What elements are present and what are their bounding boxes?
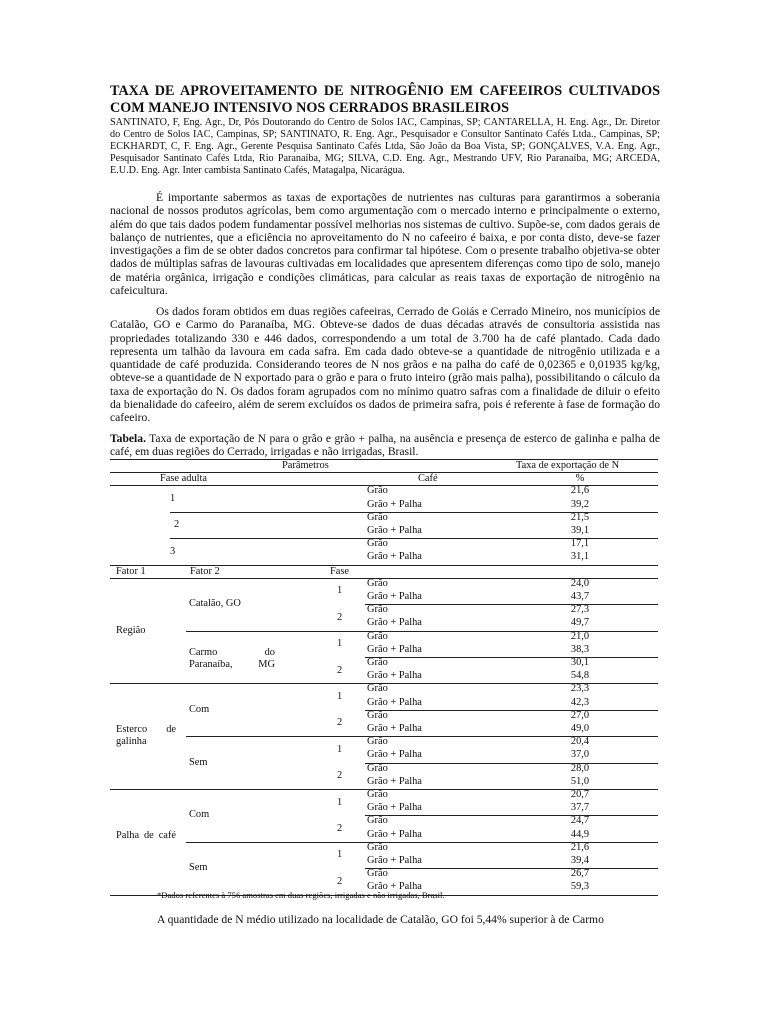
fase-number: 1 xyxy=(337,691,343,702)
fator-2-label: Sem xyxy=(189,862,208,874)
cafe-item: Grão xyxy=(367,868,388,880)
cafe-item: Grão + Palha xyxy=(367,617,422,629)
taxa-value: 30,1 xyxy=(570,657,590,668)
paragraph-methods xyxy=(110,305,660,425)
fase-number: 2 xyxy=(337,717,343,729)
cafe-item: Grão + Palha xyxy=(367,643,422,655)
taxa-value: 27,0 xyxy=(570,709,590,721)
taxa-value: 49,0 xyxy=(570,723,590,734)
fase-number: 2 xyxy=(337,823,343,834)
cafe-item: Grão + Palha xyxy=(367,525,422,536)
taxa-value: 24,0 xyxy=(570,577,590,589)
cafe-item: Grão + Palha xyxy=(367,696,422,708)
cafe-item: Grão + Palha xyxy=(367,498,422,510)
taxa-value: 39,4 xyxy=(570,855,590,866)
fase-number: 2 xyxy=(337,875,343,887)
fase-number: 2 xyxy=(337,611,343,623)
taxa-value: 27,3 xyxy=(570,604,590,616)
cafe-item: Grão + Palha xyxy=(367,749,422,761)
cafe-item: Grão + Palha xyxy=(367,775,422,787)
paper-title: TAXA DE APROVEITAMENTO DE NITROGÊNIO EM CAFEEIROS CULTIVADOS COM MANEJO INTENSIVO NOS CERRADOS BRASILEIROS xyxy=(110,83,660,116)
cafe-item: Grão xyxy=(367,815,388,827)
table-caption-label: Tabela. xyxy=(110,432,146,445)
header-fator-2: Fator 2 xyxy=(190,565,220,577)
taxa-value: 37,7 xyxy=(570,802,590,814)
fator-2-label: Catalão, GO xyxy=(189,598,241,610)
taxa-value: 39,1 xyxy=(570,525,590,536)
results-table xyxy=(110,459,658,893)
cafe-item: Grão xyxy=(367,841,388,853)
fator-2-label: Carmo do Paranaíba, MG xyxy=(189,647,275,670)
taxa-value: 49,7 xyxy=(570,617,590,629)
fator-2-label: Com xyxy=(189,809,210,821)
cafe-item: Grão + Palha xyxy=(367,670,422,682)
cafe-item: Grão xyxy=(367,709,388,721)
cafe-item: Grão xyxy=(367,604,388,616)
cafe-item: Grão + Palha xyxy=(367,551,422,563)
table-caption xyxy=(110,432,660,459)
taxa-value: 51,0 xyxy=(570,775,590,787)
cafe-item: Grão xyxy=(367,736,388,748)
taxa-value: 39,2 xyxy=(570,498,590,510)
fase-adulta-number: 3 xyxy=(170,545,176,557)
fator-2-label: Sem xyxy=(189,756,208,768)
table-footnote: *Dados referentes à 756 amostras em duas regiões, irrigadas e não irrigadas, Brasil. xyxy=(157,890,445,900)
paragraph-intro xyxy=(110,191,660,297)
taxa-value: 21,0 xyxy=(570,630,590,642)
header-fase-adulta: Fase adulta xyxy=(160,473,208,485)
cafe-item: Grão xyxy=(367,485,388,497)
paragraph-methods-text: Os dados foram obtidos em duas regiões cafeeiras, Cerrado de Goiás e Cerrado Mineiro, nos municípios de Catalão, GO e Carmo do Paranaíba, MG. Obteve-se dados de duas décadas através de consultoria assistida nas propriedades totalizando 330 e 446 dados, correspondendo a um total de 3.700 ha de café plantado. Cada dado representa um talhão da lavoura em cada safra. Em cada dado obteve-se a quantidade de nitrogênio utilizada e a quantidade de café produzida. Considerando teores de N nos grãos e na palha do café de 0,02365 e 0,01935 kg/kg, obteve-se a quantidade de N exportado para o grão e para o fruto inteiro (grão mais palha), possibilitando o cálculo da taxa de exportação do N. Os dados foram agrupados com no mínimo quatro safras com a finalidade de diluir o efeito da bienalidade do cafeeiro, além de serem excluídos os dados de primeira safra, pois é referente à fase de formação do cafeeiro. xyxy=(110,305,660,425)
paragraph-intro-text: É importante sabermos as taxas de exportações de nutrientes nas culturas para garantirmos a soberania nacional de nossos produtos agrícolas, bem como argumentação com o mercado interno e principalmente o externo, além do que tais dados podem fundamentar possível melhorias nos sistemas de cultivo. Supõe-se, com dados gerais de balanço de nutrientes, que a eficiência no aproveitamento do N no cafeeiro é baixa, e por conta disto, deve-se fazer investigações a fim de se obter dados concretos para confirmar tal hipótese. Com o presente trabalho objetiva-se obter dados de múltiplas safras de lavouras cultivadas em localidades que apresentem diferenças como tipo de solo, manejo de matéria orgânica, irrigação e condições climáticas, para calcular as reais taxas de exportação de nitrogênio na cafeicultura. xyxy=(110,191,660,298)
paragraph-continuation: A quantidade de N médio utilizado na localidade de Catalão, GO foi 5,44% superior à de Carmo xyxy=(157,913,604,926)
header-percent: % xyxy=(575,473,585,485)
taxa-value: 37,0 xyxy=(570,749,590,761)
taxa-value: 23,3 xyxy=(570,683,590,695)
taxa-value: 21,6 xyxy=(570,841,590,853)
cafe-item: Grão + Palha xyxy=(367,591,422,602)
author-list: SANTINATO, F, Eng. Agr., Dr, Pós Doutorando do Centro de Solos IAC, Campinas, SP; CANTARELLA, H. Eng. Agr., Dr. Diretor do Centro de Solos IAC, Campinas, SP; SANTINATO, R. Eng. Agr., Pesquisador e Consultor Santinato Cafés Ltda., Campinas, SP; ECKHARDT, C, F. Eng. Agr., Gerente Pesquisa Santinato Cafés Ltda, São João da Boa Vista, SP; GONÇALVES, V.A. Eng. Agr., Pesquisador Santinato Cafés Ltda, Rio Paranaíba, MG; SILVA, C.D. Eng. Agr., Mestrando UFV, Rio Paranaíba, MG; ARCEDA, E.U.D. Eng. Agr. Inter cambista Santinato Cafés, Matagalpa, Nicarágua. xyxy=(110,117,660,176)
fase-number: 1 xyxy=(337,849,343,861)
fase-adulta-number: 2 xyxy=(174,519,180,531)
fase-number: 2 xyxy=(337,664,343,676)
fase-number: 1 xyxy=(337,585,343,597)
fase-number: 1 xyxy=(337,796,343,808)
cafe-item: Grão + Palha xyxy=(367,855,422,866)
cafe-item: Grão + Palha xyxy=(367,802,422,814)
fase-number: 1 xyxy=(337,638,343,650)
fator-2-label: Com xyxy=(189,703,210,715)
fase-number: 2 xyxy=(337,770,343,782)
cafe-item: Grão xyxy=(367,762,388,774)
taxa-value: 31,1 xyxy=(570,551,590,563)
fator-1-label: Palha de café xyxy=(116,829,176,841)
fator-1-label: Região xyxy=(116,624,146,636)
cafe-item: Grão xyxy=(367,657,388,668)
header-cafe: Café xyxy=(418,473,438,485)
taxa-value: 59,3 xyxy=(570,881,590,893)
taxa-value: 21,6 xyxy=(570,485,590,497)
cafe-item: Grão xyxy=(367,630,388,642)
taxa-value: 54,8 xyxy=(570,670,590,682)
cafe-item: Grão + Palha xyxy=(367,881,422,893)
fase-number: 1 xyxy=(337,743,343,755)
taxa-value: 24,7 xyxy=(570,815,590,827)
taxa-value: 42,3 xyxy=(570,696,590,708)
cafe-item: Grão xyxy=(367,538,388,550)
taxa-value: 43,7 xyxy=(570,591,590,602)
taxa-value: 38,3 xyxy=(570,643,590,655)
cafe-item: Grão xyxy=(367,577,388,589)
header-fase: Fase xyxy=(330,565,350,577)
fase-adulta-number: 1 xyxy=(170,493,176,504)
cafe-item: Grão xyxy=(367,511,388,523)
header-taxa-exportacao: Taxa de exportação de N xyxy=(516,460,620,471)
taxa-value: 17,1 xyxy=(570,538,590,550)
taxa-value: 28,0 xyxy=(570,762,590,774)
taxa-value: 20,7 xyxy=(570,789,590,800)
cafe-item: Grão xyxy=(367,683,388,695)
fator-1-label: Esterco de galinha xyxy=(116,724,176,748)
cafe-item: Grão + Palha xyxy=(367,723,422,734)
table-caption-text: Taxa de exportação de N para o grão e grão + palha, na ausência e presença de esterco de galinha e palha de café, em duas regiões do Cerrado, irrigadas e não irrigadas, Brasil. xyxy=(110,432,660,459)
taxa-value: 26,7 xyxy=(570,868,590,880)
taxa-value: 20,4 xyxy=(570,736,590,748)
taxa-value: 21,5 xyxy=(570,511,590,523)
header-fator-1: Fator 1 xyxy=(116,565,146,577)
cafe-item: Grão xyxy=(367,789,388,800)
cafe-item: Grão + Palha xyxy=(367,828,422,840)
header-parametros: Parâmetros xyxy=(282,460,329,471)
taxa-value: 44,9 xyxy=(570,828,590,840)
